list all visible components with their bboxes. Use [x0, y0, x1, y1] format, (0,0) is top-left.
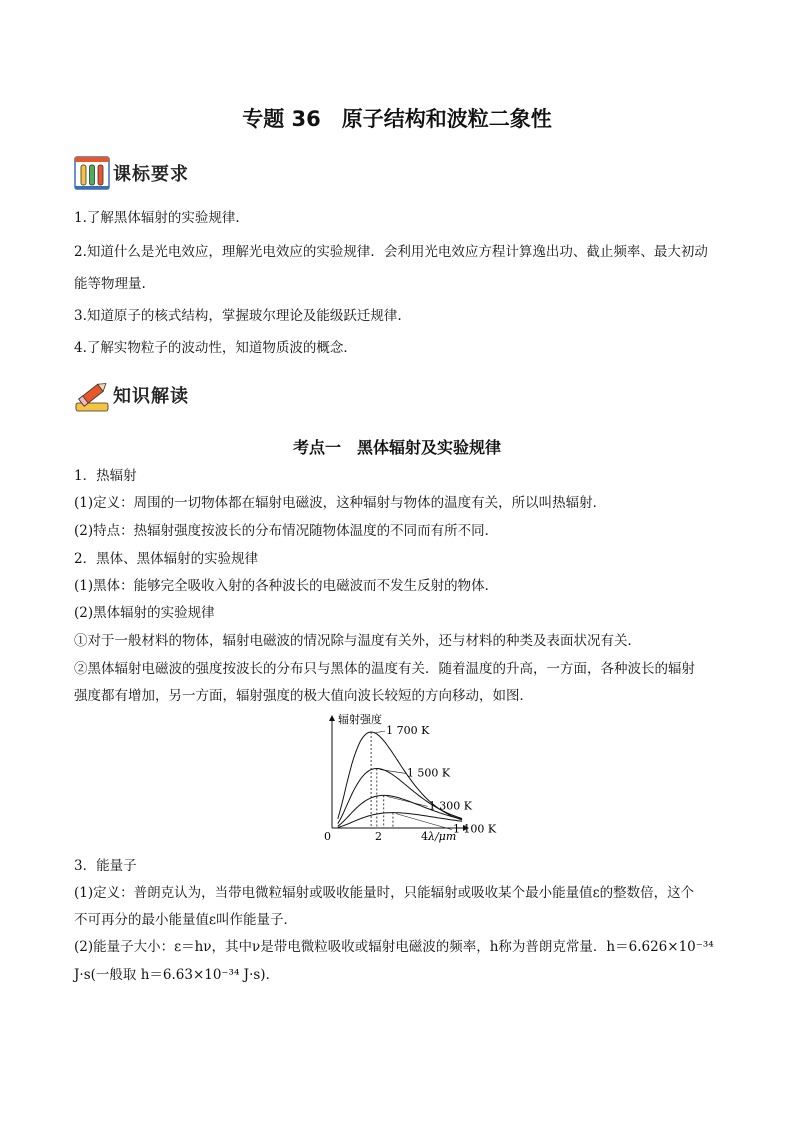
- series-label: 1 100 K: [452, 822, 497, 836]
- requirement-item: 2.知道什么是光电效应，理解光电效应的实验规律．会利用光电效应方程计算逸出功、截止频率、最大初动: [74, 244, 708, 260]
- section-badge-knowledge: [73, 374, 189, 416]
- body-line: (2)能量子大小：ε＝hν，其中ν是带电微粒吸收或辐射电磁波的频率，h称为普朗克常量．h＝6.626×10⁻³⁴: [74, 939, 714, 955]
- body-line: 不可再分的最小能量值ε叫作能量子．: [74, 912, 297, 928]
- body-line: (1)定义：普朗克认为，当带电微粒辐射或吸收能量时，只能辐射或吸收某个最小能量值ε的整数倍，这个: [74, 885, 695, 901]
- pencil-icon: [73, 375, 111, 415]
- x-tick-label: 4: [421, 830, 428, 843]
- requirement-item: 1.了解黑体辐射的实验规律.: [74, 210, 240, 226]
- series-label: 1 500 K: [406, 766, 451, 780]
- body-line: (1)定义：周围的一切物体都在辐射电磁波，这种辐射与物体的温度有关，所以叫热辐射．: [74, 495, 607, 511]
- section-badge-requirements: [73, 152, 189, 194]
- topic-heading: 考点一 黑体辐射及实验规律: [292, 438, 501, 457]
- series-label: 1 300 K: [428, 799, 472, 813]
- label-leader: [380, 769, 406, 773]
- body-line: (2)特点：热辐射强度按波长的分布情况随物体温度的不同而有所不同．: [74, 523, 499, 539]
- body-line: ①对于一般材料的物体，辐射电磁波的情况除与温度有关外，还与材料的种类及表面状况有关．: [74, 633, 641, 649]
- body-line: 1．热辐射: [74, 468, 137, 484]
- body-line: J·s(一般取 h＝6.63×10⁻³⁴ J·s)．: [74, 967, 280, 983]
- section-badge-label: 课标要求: [113, 164, 189, 185]
- body-line: 强度都有增加，另一方面，辐射强度的极大值向波长较短的方向移动，如图．: [74, 688, 533, 704]
- body-line: (2)黑体辐射的实验规律: [74, 605, 215, 621]
- requirement-item: 3.知道原子的核式结构，掌握玻尔理论及能级跃迁规律.: [74, 308, 402, 324]
- requirement-item: 4.了解实物粒子的波动性，知道物质波的概念．: [74, 340, 357, 356]
- x-tick-label: 0: [324, 830, 331, 843]
- body-line: (1)黑体：能够完全吸收入射的各种波长的电磁波而不发生反射的物体．: [74, 578, 499, 594]
- x-tick-label: 2: [375, 830, 382, 843]
- blackbody-radiation-chart: [320, 712, 497, 848]
- x-axis-label: λ/μm: [428, 830, 457, 843]
- page-title: 专题 36 原子结构和波粒二象性: [242, 107, 552, 131]
- body-line: 2．黑体、黑体辐射的实验规律: [74, 551, 259, 567]
- series-label: 1 700 K: [386, 724, 430, 737]
- chart-svg: [320, 712, 497, 844]
- body-line: ②黑体辐射电磁波的强度按波长的分布只与黑体的温度有关．随着温度的升高，一方面，各种波长的辐射: [74, 661, 695, 677]
- section-badge-label: 知识解读: [113, 386, 189, 407]
- requirement-item: 能等物理量.: [74, 276, 146, 292]
- label-leader: [374, 731, 385, 733]
- test-tubes-icon: [73, 153, 111, 193]
- y-axis-label: 辐射强度: [338, 713, 382, 726]
- body-line: 3．能量子: [74, 858, 137, 874]
